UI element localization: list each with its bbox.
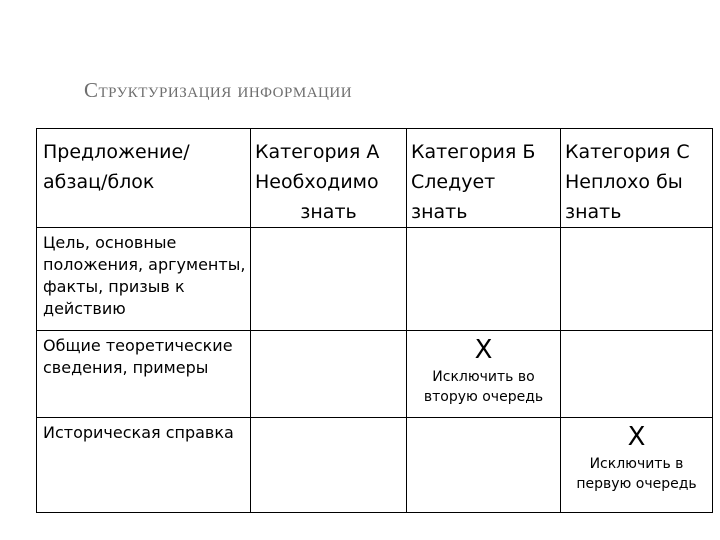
header-block-line-1: Предложение/ <box>43 141 190 163</box>
header-cell-category-c <box>561 129 713 228</box>
x-mark: X <box>474 335 493 365</box>
cell-category-b <box>407 418 561 513</box>
category-b-name: Категория Б <box>411 141 536 163</box>
header-cell-block <box>37 129 251 228</box>
category-b-desc-line-1: Следует <box>411 171 496 193</box>
header-block-line-2: абзац/блок <box>43 171 155 193</box>
table-row <box>37 331 713 418</box>
row-label-cell <box>37 418 251 513</box>
cell-category-a <box>251 228 407 331</box>
header-cell-category-b <box>407 129 561 228</box>
table-header-row <box>37 129 713 228</box>
category-c-desc-line-2: знать <box>565 201 622 223</box>
row-label-cell <box>37 331 251 418</box>
cell-category-a <box>251 331 407 418</box>
cell-category-b <box>407 331 561 418</box>
exclude-note: Исключить в первую очередь <box>576 456 697 492</box>
category-c-desc-line-1: Неплохо бы <box>565 171 683 193</box>
row-label-cell <box>37 228 251 331</box>
slide-title: Структуризация информации <box>84 78 353 102</box>
category-a-name: Категория А <box>255 141 380 163</box>
row-label: Общие теоретические сведения, примеры <box>43 336 233 377</box>
exclude-note: Исключить во вторую очередь <box>423 369 544 405</box>
cell-category-c <box>561 418 713 513</box>
cell-category-c <box>561 228 713 331</box>
cell-category-b <box>407 228 561 331</box>
category-a-desc-line-1: Необходимо <box>255 171 379 193</box>
table-row <box>37 418 713 513</box>
row-label: Цель, основные положения, аргументы, факты, призыв к действию <box>43 233 246 318</box>
category-c-name: Категория С <box>565 141 690 163</box>
category-b-desc-line-2: знать <box>411 201 468 223</box>
table-row <box>37 228 713 331</box>
category-a-desc-line-2: знать <box>300 201 357 223</box>
header-block-label <box>37 129 250 197</box>
structuring-table <box>36 128 713 513</box>
row-label: Историческая справка <box>43 423 234 442</box>
x-mark: X <box>627 422 646 452</box>
cell-category-c <box>561 331 713 418</box>
cell-category-a <box>251 418 407 513</box>
header-cell-category-a <box>251 129 407 228</box>
